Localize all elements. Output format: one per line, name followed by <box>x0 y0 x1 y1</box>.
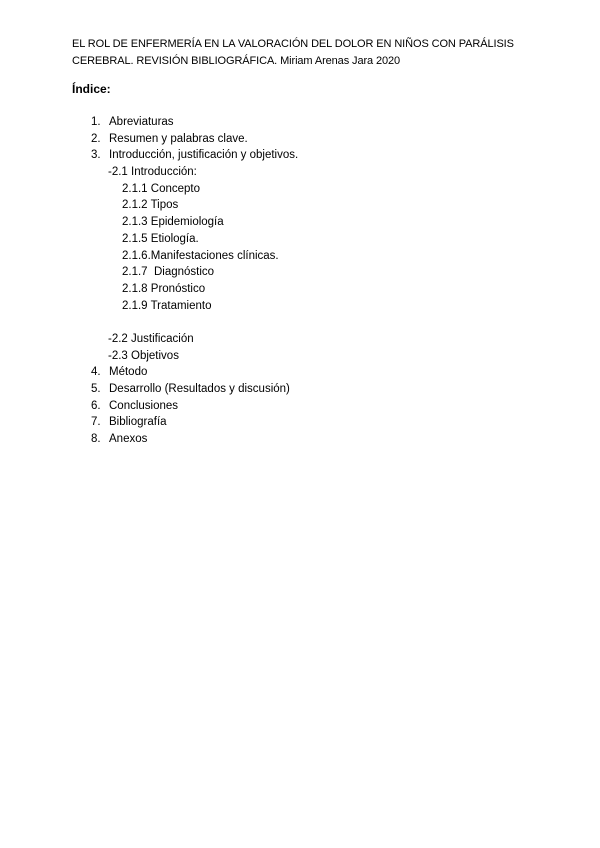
toc-item-text: Resumen y palabras clave. <box>109 132 248 145</box>
toc-item-number: 8. <box>91 433 101 446</box>
toc-item <box>0 381 600 398</box>
toc-item-text: Anexos <box>109 433 148 446</box>
toc-item <box>0 131 600 148</box>
toc-subsubitem <box>0 181 600 198</box>
toc-item <box>0 398 600 415</box>
toc-item-number: 4. <box>91 366 101 379</box>
toc-spacer <box>0 314 600 331</box>
toc-item-text: Introducción, justificación y objetivos. <box>109 149 299 162</box>
toc-item-number: 6. <box>91 399 101 412</box>
toc-subsubitem-text: 2.1.7 Diagnóstico <box>122 266 215 279</box>
toc-item <box>0 431 600 448</box>
toc-subitem <box>0 348 600 365</box>
toc-item <box>0 364 600 381</box>
toc-item-text: Método <box>109 366 148 379</box>
toc-subsubitem <box>0 214 600 231</box>
toc-item-number: 7. <box>91 416 101 429</box>
toc-item-text: Conclusiones <box>109 399 179 412</box>
toc-subitem-text: -2.2 Justificación <box>108 332 194 345</box>
toc-subsubitem <box>0 248 600 265</box>
toc-subsubitem-text: 2.1.6.Manifestaciones clínicas. <box>122 249 279 262</box>
toc-subsubitem <box>0 264 600 281</box>
toc-subsubitem-text: 2.1.1 Concepto <box>122 182 201 195</box>
toc-subsubitem <box>0 231 600 248</box>
toc-item-number: 1. <box>91 116 101 128</box>
toc-subitem-text: -2.1 Introducción: <box>108 166 197 179</box>
toc-subsubitem-text: 2.1.9 Tratamiento <box>122 299 212 312</box>
table-of-contents <box>0 114 600 448</box>
toc-item-text: Desarrollo (Resultados y discusión) <box>109 383 290 395</box>
toc-subsubitem-text: 2.1.3 Epidemiología <box>122 216 224 229</box>
toc-item-number: 5. <box>91 383 101 395</box>
index-heading: Índice: <box>72 82 111 96</box>
toc-item <box>0 147 600 164</box>
toc-subitem <box>0 331 600 348</box>
toc-item <box>0 414 600 431</box>
toc-item <box>0 114 600 131</box>
toc-subitem-text: -2.3 Objetivos <box>108 349 179 362</box>
toc-subsubitem <box>0 281 600 298</box>
toc-item-text: Bibliografía <box>109 416 167 429</box>
toc-subsubitem-text: 2.1.2 Tipos <box>122 199 179 212</box>
toc-subsubitem <box>0 298 600 315</box>
header-title-line-1: EL ROL DE ENFERMERÍA EN LA VALORACIÓN DEL DOLOR EN NIÑOS CON PARÁLISIS <box>72 38 514 50</box>
toc-item-number: 3. <box>91 149 101 162</box>
toc-subsubitem-text: 2.1.8 Pronóstico <box>122 282 206 295</box>
toc-subsubitem-text: 2.1.5 Etiología. <box>122 232 199 245</box>
toc-subsubitem <box>0 197 600 214</box>
toc-item-text: Abreviaturas <box>109 116 174 128</box>
toc-item-number: 2. <box>91 132 101 145</box>
header-title-line-2: CEREBRAL. REVISIÓN BIBLIOGRÁFICA. Miriam Arenas Jara 2020 <box>72 54 401 67</box>
document-header <box>72 36 552 69</box>
toc-subitem <box>0 164 600 181</box>
